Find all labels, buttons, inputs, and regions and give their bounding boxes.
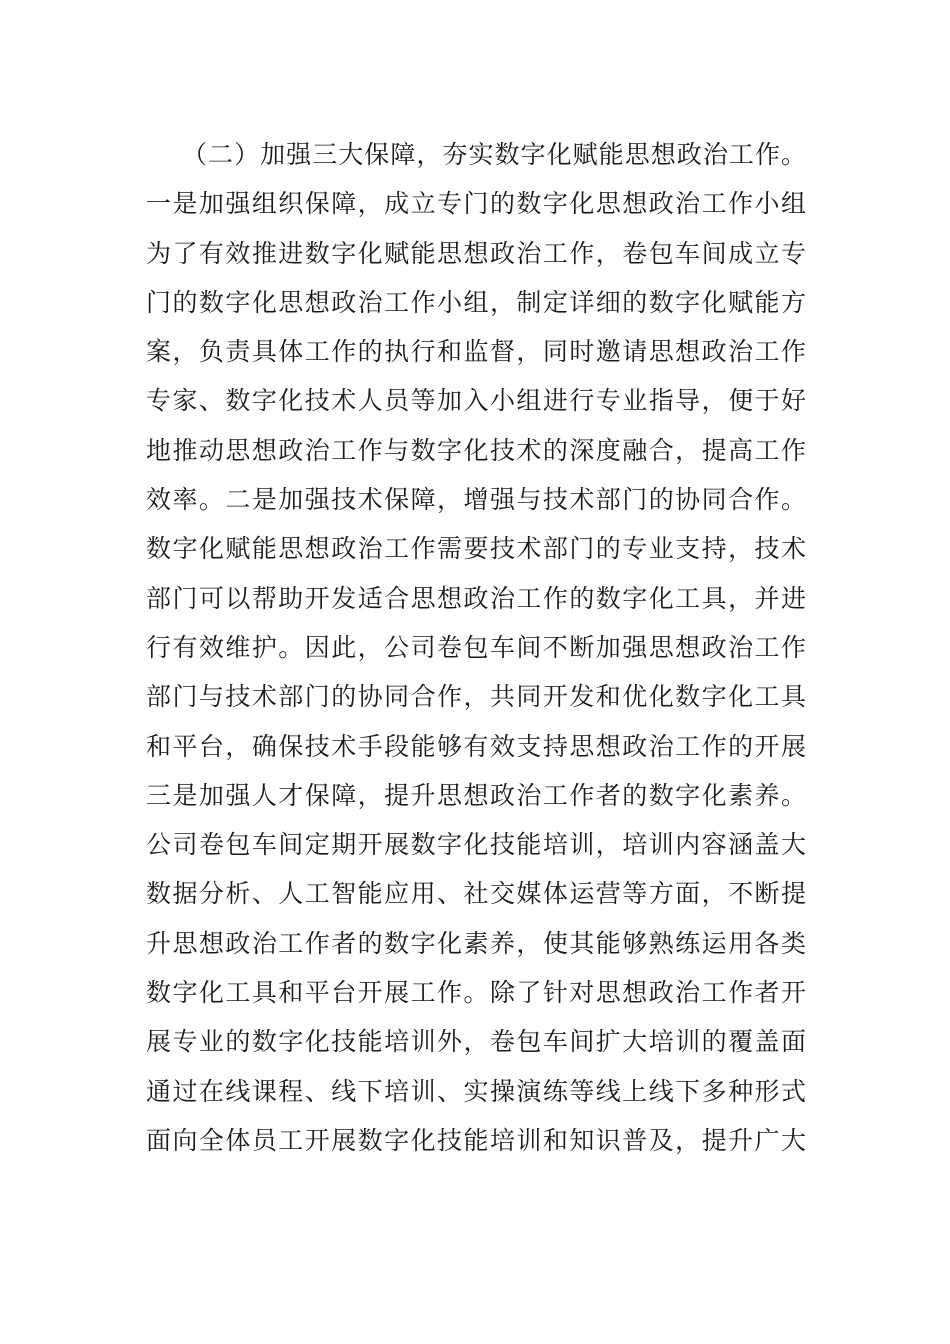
text-line: 公司卷包车间定期开展数字化技能培训，培训内容涵盖大: [146, 830, 806, 860]
text-line: 升思想政治工作者的数字化素养，使其能够熟练运用各类: [146, 928, 806, 958]
text-line: 效率。二是加强技术保障，增强与技术部门的协同合作。: [146, 485, 806, 515]
text-line: 数据分析、人工智能应用、社交媒体运营等方面，不断提: [146, 879, 806, 909]
text-line: 数字化工具和平台开展工作。除了针对思想政治工作者开: [146, 978, 806, 1008]
text-line: 为了有效推进数字化赋能思想政治工作，卷包车间成立专: [146, 238, 806, 268]
text-line: 通过在线课程、线下培训、实操演练等线上线下多种形式: [146, 1076, 806, 1106]
text-line: 数字化赋能思想政治工作需要技术部门的专业支持，技术: [146, 534, 806, 564]
text-line: 展专业的数字化技能培训外，卷包车间扩大培训的覆盖面: [146, 1027, 806, 1057]
text-line: 案，负责具体工作的执行和监督，同时邀请思想政治工作: [146, 337, 806, 367]
text-line: 三是加强人才保障，提升思想政治工作者的数字化素养。: [146, 780, 806, 810]
text-line: 专家、数字化技术人员等加入小组进行专业指导，便于好: [146, 386, 806, 416]
text-line: （二）加强三大保障，夯实数字化赋能思想政治工作。: [182, 140, 806, 169]
text-line: 和平台，确保技术手段能够有效支持思想政治工作的开展: [146, 731, 806, 761]
text-line: 部门可以帮助开发适合思想政治工作的数字化工具，并进: [146, 583, 806, 613]
text-line: 行有效维护。因此，公司卷包车间不断加强思想政治工作: [146, 632, 806, 662]
body-text: [146, 130, 806, 1165]
text-line: 部门与技术部门的协同合作，共同开发和优化数字化工具: [146, 682, 806, 712]
text-line: 地推动思想政治工作与数字化技术的深度融合，提高工作: [146, 435, 806, 465]
text-line: 面向全体员工开展数字化技能培训和知识普及，提升广大: [146, 1125, 806, 1155]
text-line: 门的数字化思想政治工作小组，制定详细的数字化赋能方: [146, 287, 806, 317]
text-line: 一是加强组织保障，成立专门的数字化思想政治工作小组: [146, 189, 806, 219]
